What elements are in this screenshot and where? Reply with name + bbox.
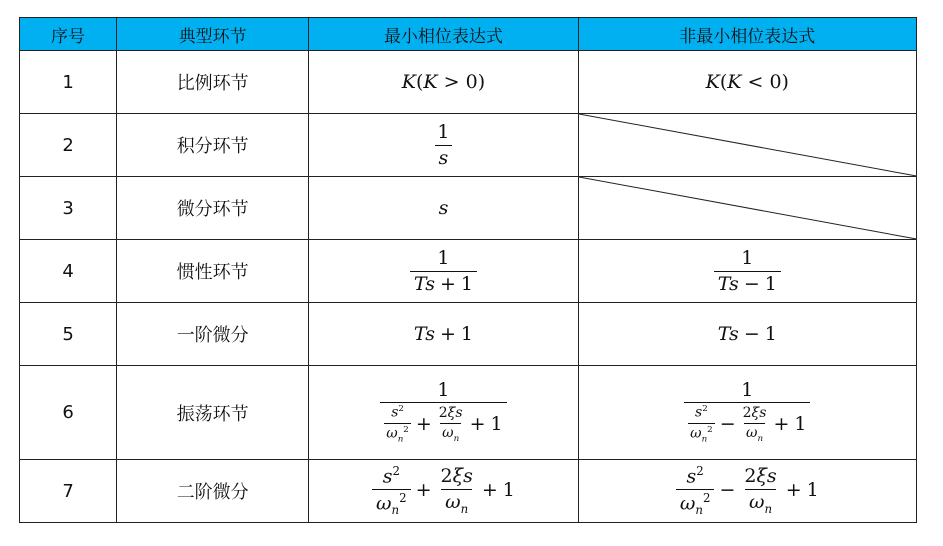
transfer-function-table [19,17,917,523]
header-minimum-phase: 最小相位表达式 [309,18,578,51]
non-min-phase-expr: $\frac{1}{Ts - 1}$ [578,240,916,303]
header-non-minimum-phase: 非最小相位表达式 [578,18,916,51]
table-row [20,460,917,523]
table-row [20,114,917,177]
diagonal-slash [579,177,916,239]
non-min-phase-empty-cell [578,114,916,177]
min-phase-expr: $\frac{1}{Ts + 1}$ [309,240,578,303]
row-element-name: 微分环节 [117,177,309,240]
non-min-phase-expr: K(K < 0) [578,51,916,114]
row-element-name: 比例环节 [117,51,309,114]
row-index: 1 [20,51,117,114]
row-index: 2 [20,114,117,177]
min-phase-expr: $\frac{s^2}{\omega_n^2}$ + $\frac{2\xi s}{\omega_n}$ + 1 [309,460,578,523]
diagonal-slash [579,114,916,176]
row-index: 7 [20,460,117,523]
row-index: 3 [20,177,117,240]
row-element-name: 振荡环节 [117,366,309,460]
min-phase-expr: $\frac{1}{s}$ [309,114,578,177]
min-phase-expr: K(K > 0) [309,51,578,114]
table-row [20,303,917,366]
header-element-name: 典型环节 [117,18,309,51]
non-min-phase-expr: 1 $\frac{s^2}{\omega_n^2}$ − $\frac{2\xi s}{\omega_n}$ + 1 [578,366,916,460]
header-row [20,18,917,51]
non-min-phase-expr: Ts − 1 [578,303,916,366]
non-min-phase-expr: $\frac{s^2}{\omega_n^2}$ − $\frac{2\xi s}{\omega_n}$ + 1 [578,460,916,523]
row-index: 4 [20,240,117,303]
table-row [20,240,917,303]
non-min-phase-empty-cell [578,177,916,240]
min-phase-expr: Ts + 1 [309,303,578,366]
row-element-name: 二阶微分 [117,460,309,523]
min-phase-expr: s [309,177,578,240]
row-index: 5 [20,303,117,366]
row-element-name: 惯性环节 [117,240,309,303]
min-phase-expr: 1 $\frac{s^2}{\omega_n^2}$ + $\frac{2\xi s}{\omega_n}$ + 1 [309,366,578,460]
table-row [20,366,917,460]
row-index: 6 [20,366,117,460]
row-element-name: 一阶微分 [117,303,309,366]
table-row [20,51,917,114]
table-row [20,177,917,240]
header-index: 序号 [20,18,117,51]
row-element-name: 积分环节 [117,114,309,177]
